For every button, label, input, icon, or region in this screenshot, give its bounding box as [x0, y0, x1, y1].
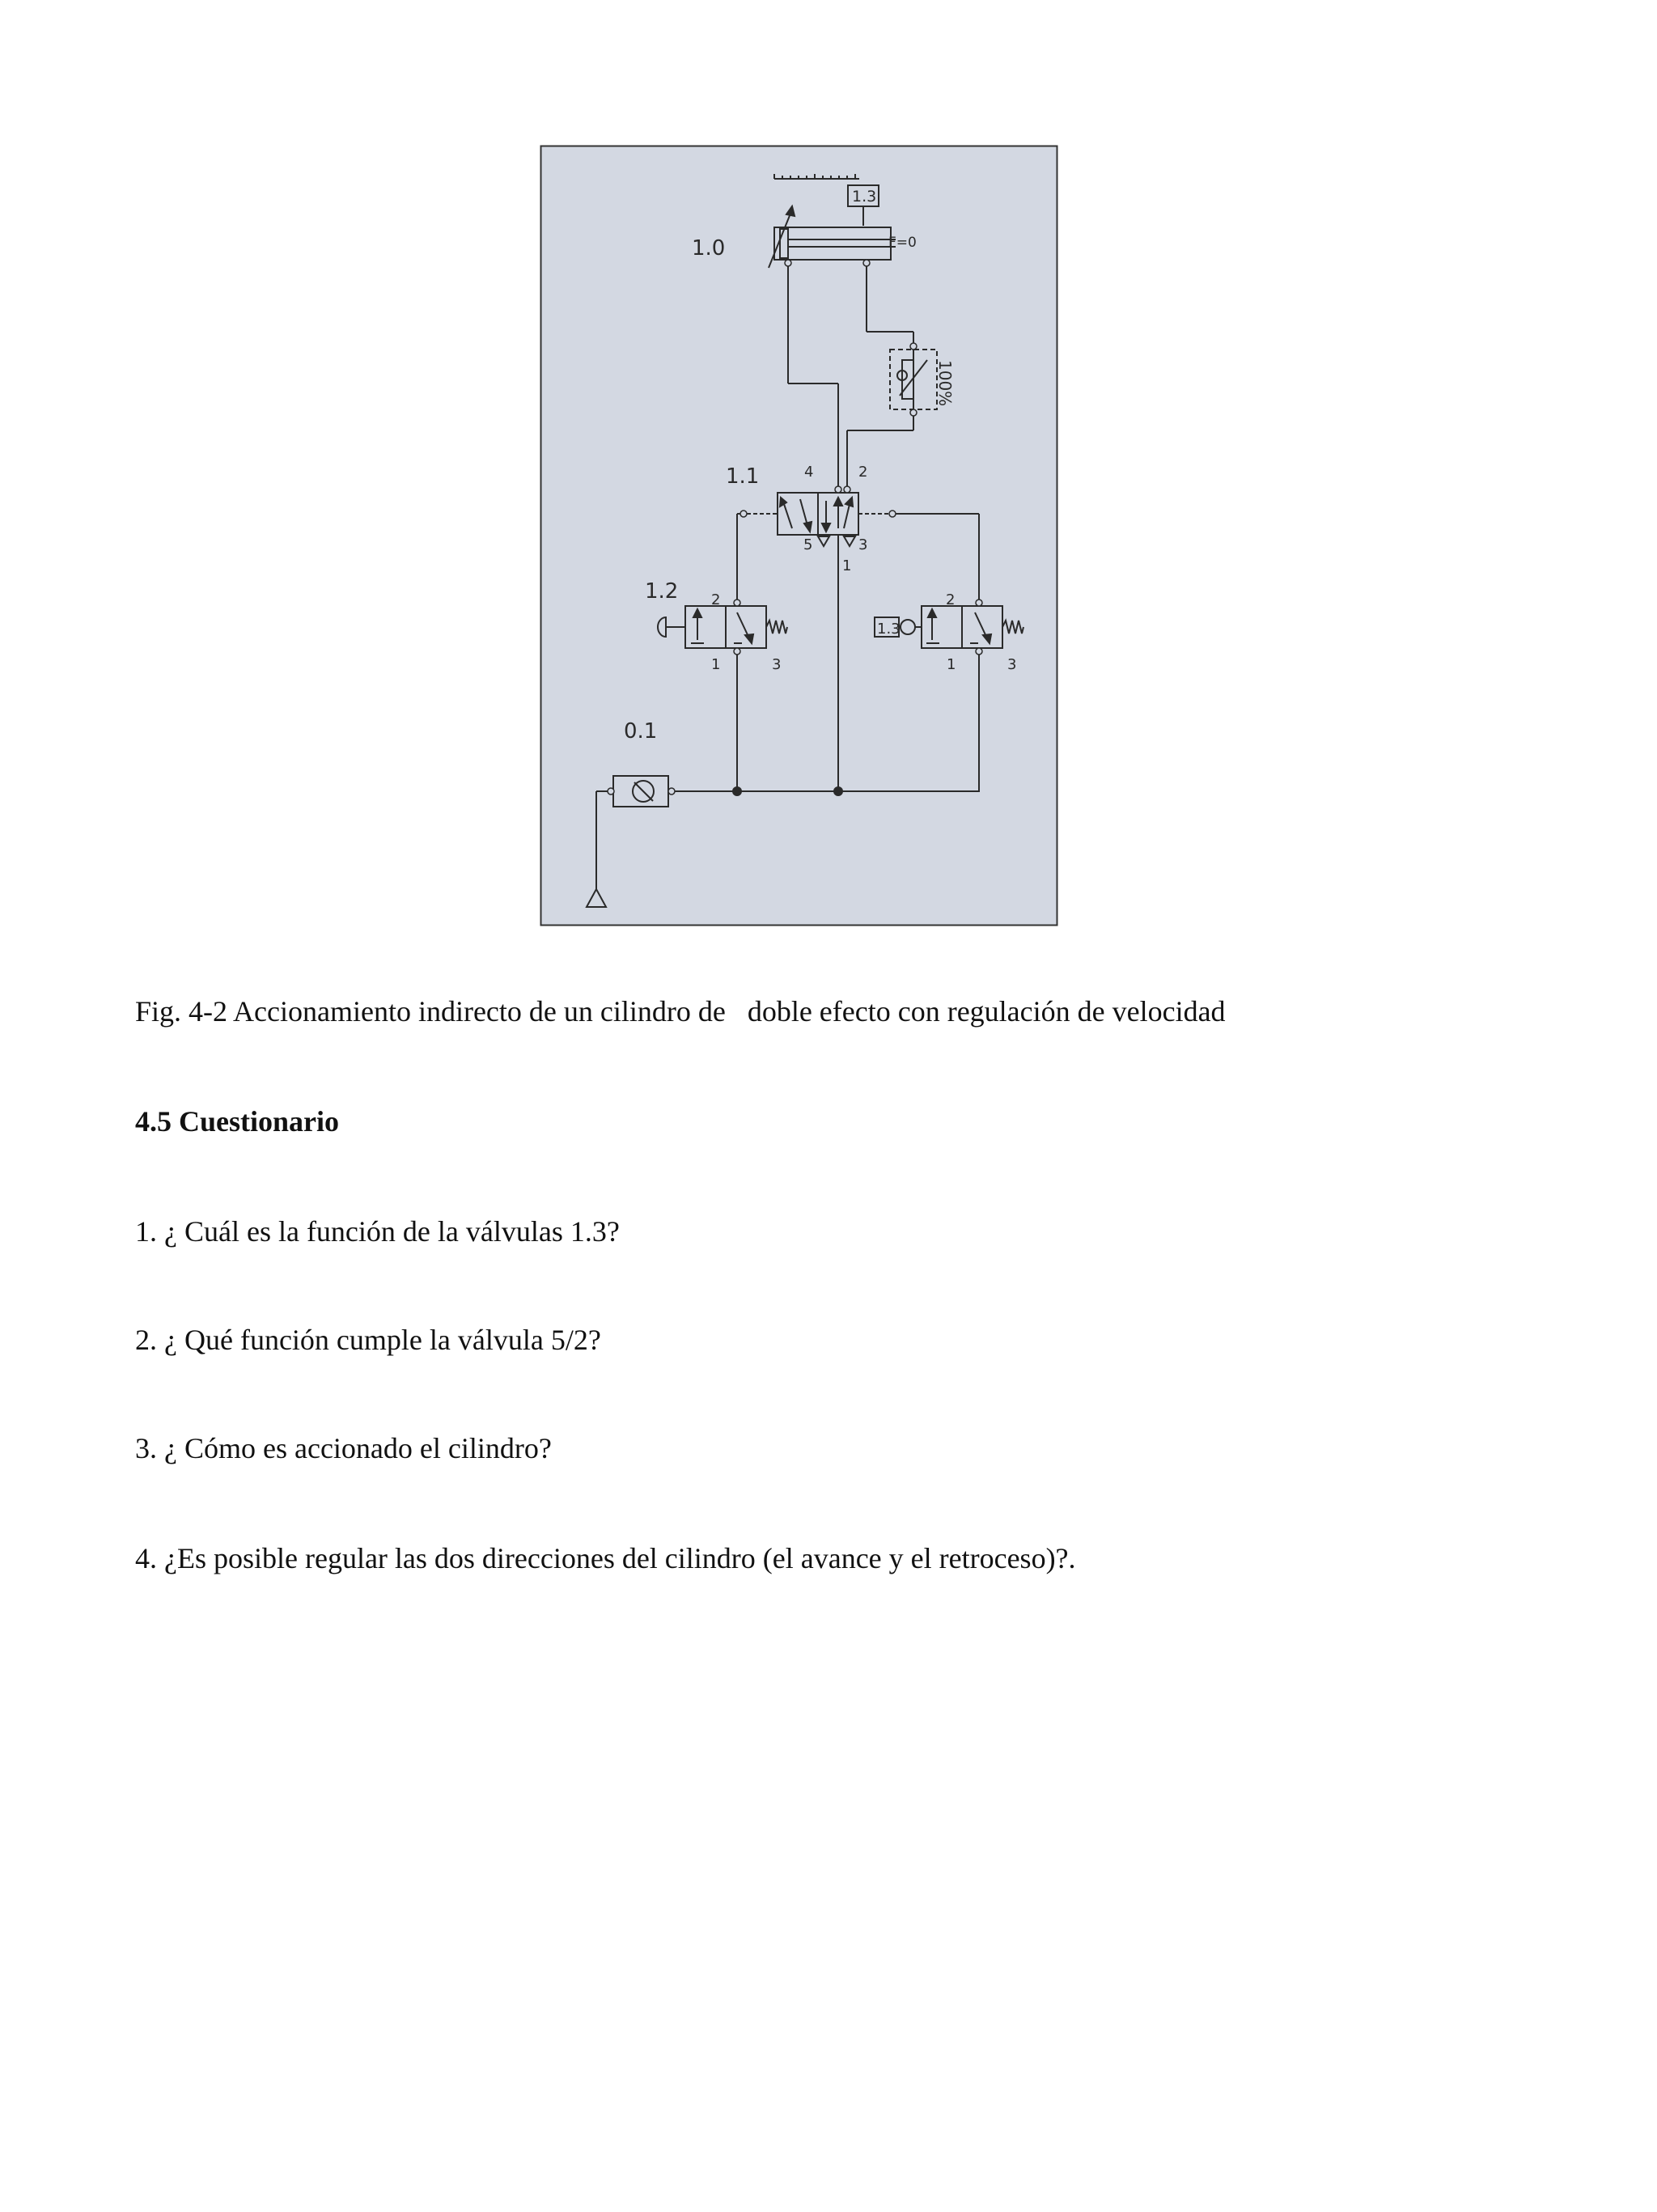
- service-unit-label: 0.1: [624, 719, 658, 744]
- pneumatic-circuit-diagram: [540, 145, 1058, 926]
- pushbutton-valve-label: 1.2: [645, 579, 679, 604]
- figure-caption: Fig. 4-2 Accionamiento indirecto de un cilindro de doble efecto con regulación de velocidad: [135, 995, 1226, 1028]
- port-1-label: 1: [842, 557, 852, 574]
- flow-control-setting: 100%: [935, 360, 955, 407]
- question-item: 3. ¿ Cómo es accionado el cilindro?: [135, 1432, 552, 1464]
- port-4-label: 4: [804, 464, 814, 481]
- port-5-label: 5: [803, 536, 813, 553]
- junction-dot: [732, 786, 742, 796]
- pb-port-1-label: 1: [711, 656, 721, 673]
- force-label: F=0: [888, 235, 917, 251]
- main-valve-label: 1.1: [726, 464, 760, 489]
- rl-port-3-label: 3: [1007, 656, 1017, 673]
- rl-port-2-label: 2: [946, 591, 956, 608]
- roller-tag: 1.3: [877, 621, 901, 638]
- junction-dot: [833, 786, 843, 796]
- port-3-label: 3: [858, 536, 868, 553]
- limit-valve-tag: 1.3: [852, 188, 877, 206]
- section-heading: 4.5 Cuestionario: [135, 1105, 339, 1138]
- pb-port-3-label: 3: [772, 656, 782, 673]
- question-item: 4. ¿Es posible regular las dos direcciones del cilindro (el avance y el retroceso)?.: [135, 1542, 1076, 1574]
- question-item: 2. ¿ Qué función cumple la válvula 5/2?: [135, 1324, 601, 1356]
- pb-port-2-label: 2: [711, 591, 721, 608]
- question-item: 1. ¿ Cuál es la función de la válvulas 1.3?: [135, 1215, 620, 1248]
- cylinder-label: 1.0: [692, 236, 726, 261]
- port-2-label: 2: [858, 464, 868, 481]
- rl-port-1-label: 1: [947, 656, 956, 673]
